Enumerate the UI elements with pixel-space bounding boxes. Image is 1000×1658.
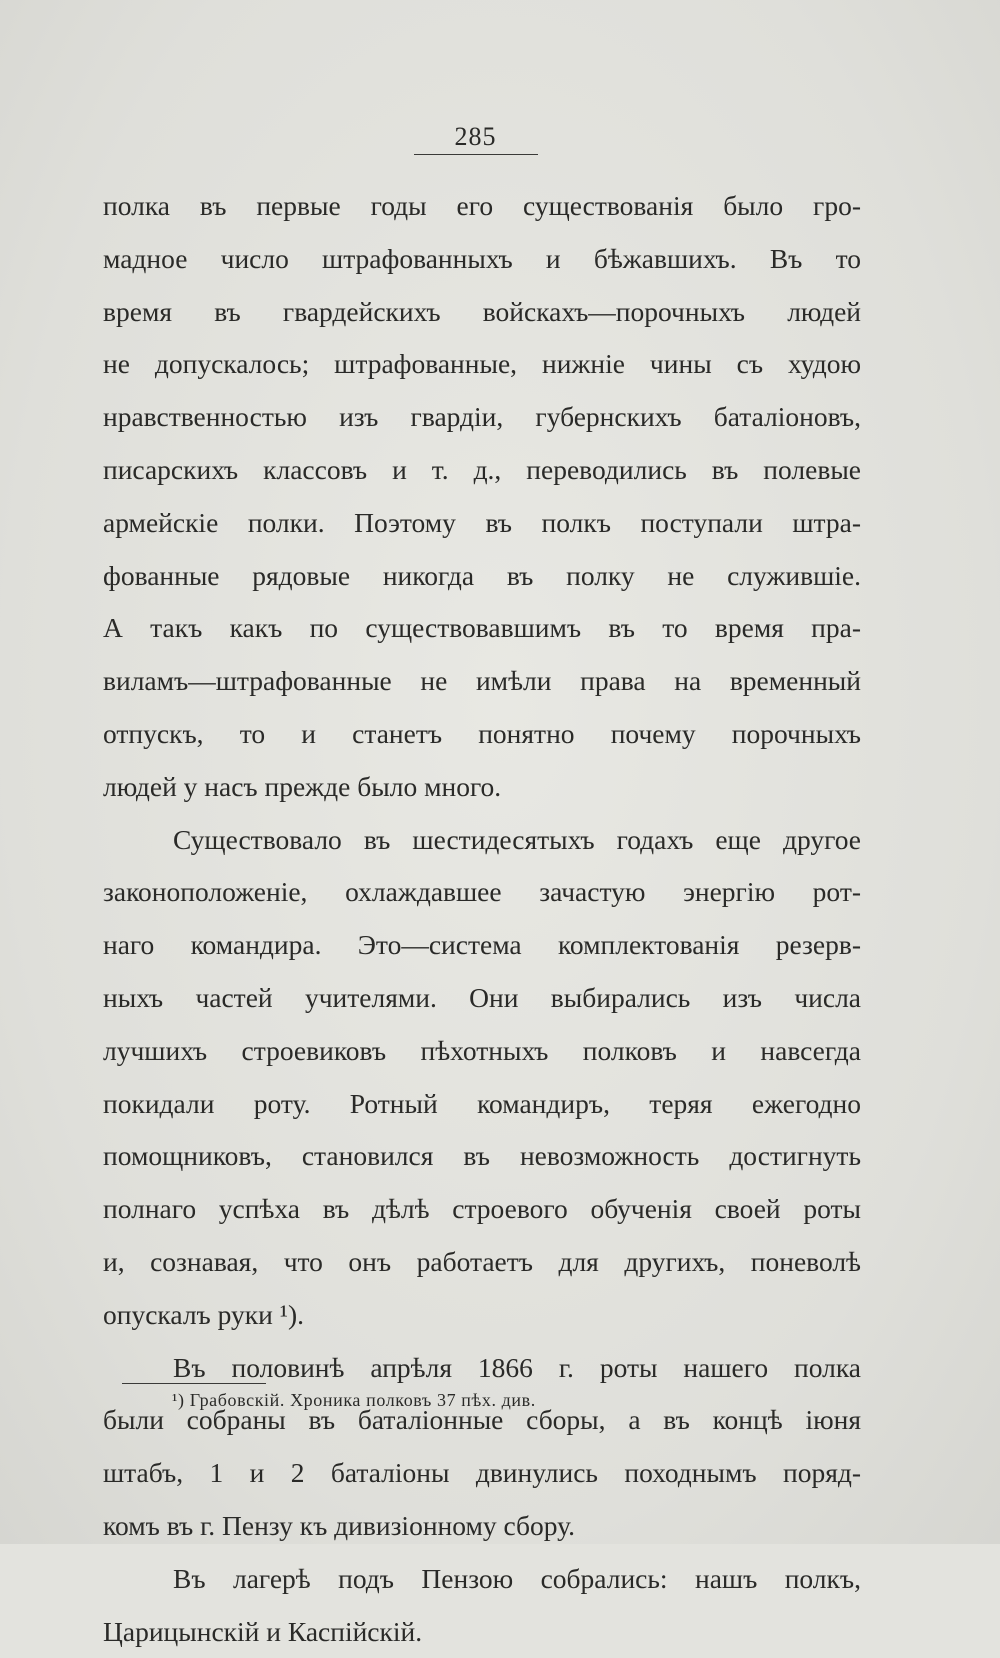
text-line: писарскихъ классовъ и т. д., переводились въ полевые <box>103 453 861 485</box>
text-line: виламъ—штрафованные не имѣли права на временный <box>103 665 861 697</box>
page-number: 285 <box>454 122 497 151</box>
text-line: лучшихъ строевиковъ пѣхотныхъ полковъ и навсегда <box>103 1034 861 1066</box>
text-line: Царицынскій и Каспійскій. <box>103 1615 423 1647</box>
text-line: помощниковъ, становился въ невозможность достигнуть <box>103 1140 861 1172</box>
text-line: не допускалось; штрафованные, нижніе чины съ худою <box>103 348 861 380</box>
text-line: и, сознавая, что онъ работаетъ для другихъ, поневолѣ <box>103 1245 861 1277</box>
text-line: фованные рядовые никогда въ полку не служившіе. <box>103 559 861 591</box>
text-line: полнаго успѣха въ дѣлѣ строевого обученія своей роты <box>103 1193 861 1225</box>
text-line: Въ половинѣ апрѣля 1866 г. роты нашего полка <box>173 1351 861 1383</box>
text-line: отпускъ, то и станетъ понятно почему порочныхъ <box>103 717 861 749</box>
text-line: покидали роту. Ротный командиръ, теряя ежегодно <box>103 1087 861 1119</box>
text-line: мадное число штрафованныхъ и бѣжавшихъ. Въ то <box>103 242 861 274</box>
text-line: Существовало въ шестидесятыхъ годахъ еще другое <box>173 823 861 855</box>
footnote-rule <box>122 1383 266 1384</box>
text-line: Въ лагерѣ подъ Пензою собрались: нашъ полкъ, <box>173 1562 861 1594</box>
text-line: законоположеніе, охлаждавшее зачастую энергію рот- <box>103 876 861 908</box>
page-number-rule <box>414 154 538 155</box>
text-line: полка въ первые годы его существованія было гро- <box>103 190 861 221</box>
text-line: опускалъ руки ¹). <box>103 1298 304 1330</box>
text-line: людей у насъ прежде было много. <box>103 770 502 802</box>
text-line: время въ гвардейскихъ войскахъ—порочныхъ людей <box>103 295 861 327</box>
text-line: штабъ, 1 и 2 баталіоны двинулись походнымъ поряд- <box>103 1457 861 1489</box>
text-line: армейскіе полки. Поэтому въ полкъ поступали штра- <box>103 506 861 538</box>
text-line: были собраны въ баталіонные сборы, а въ концѣ іюня <box>103 1404 861 1436</box>
text-line: наго командира. Это—система комплектованія резерв- <box>103 929 861 961</box>
text-line: А такъ какъ по существовавшимъ въ то время пра- <box>103 612 861 644</box>
body-text <box>103 180 861 1658</box>
text-line: комъ въ г. Пензу къ дивизіонному сбору. <box>103 1509 576 1541</box>
text-line: нравственностью изъ гвардіи, губернскихъ баталіоновъ, <box>103 401 861 433</box>
text-line: ныхъ частей учителями. Они выбирались изъ числа <box>103 981 861 1013</box>
footnote: ¹) Грабовскій. Хроника полковъ 37 пѣх. див. <box>172 1390 536 1410</box>
